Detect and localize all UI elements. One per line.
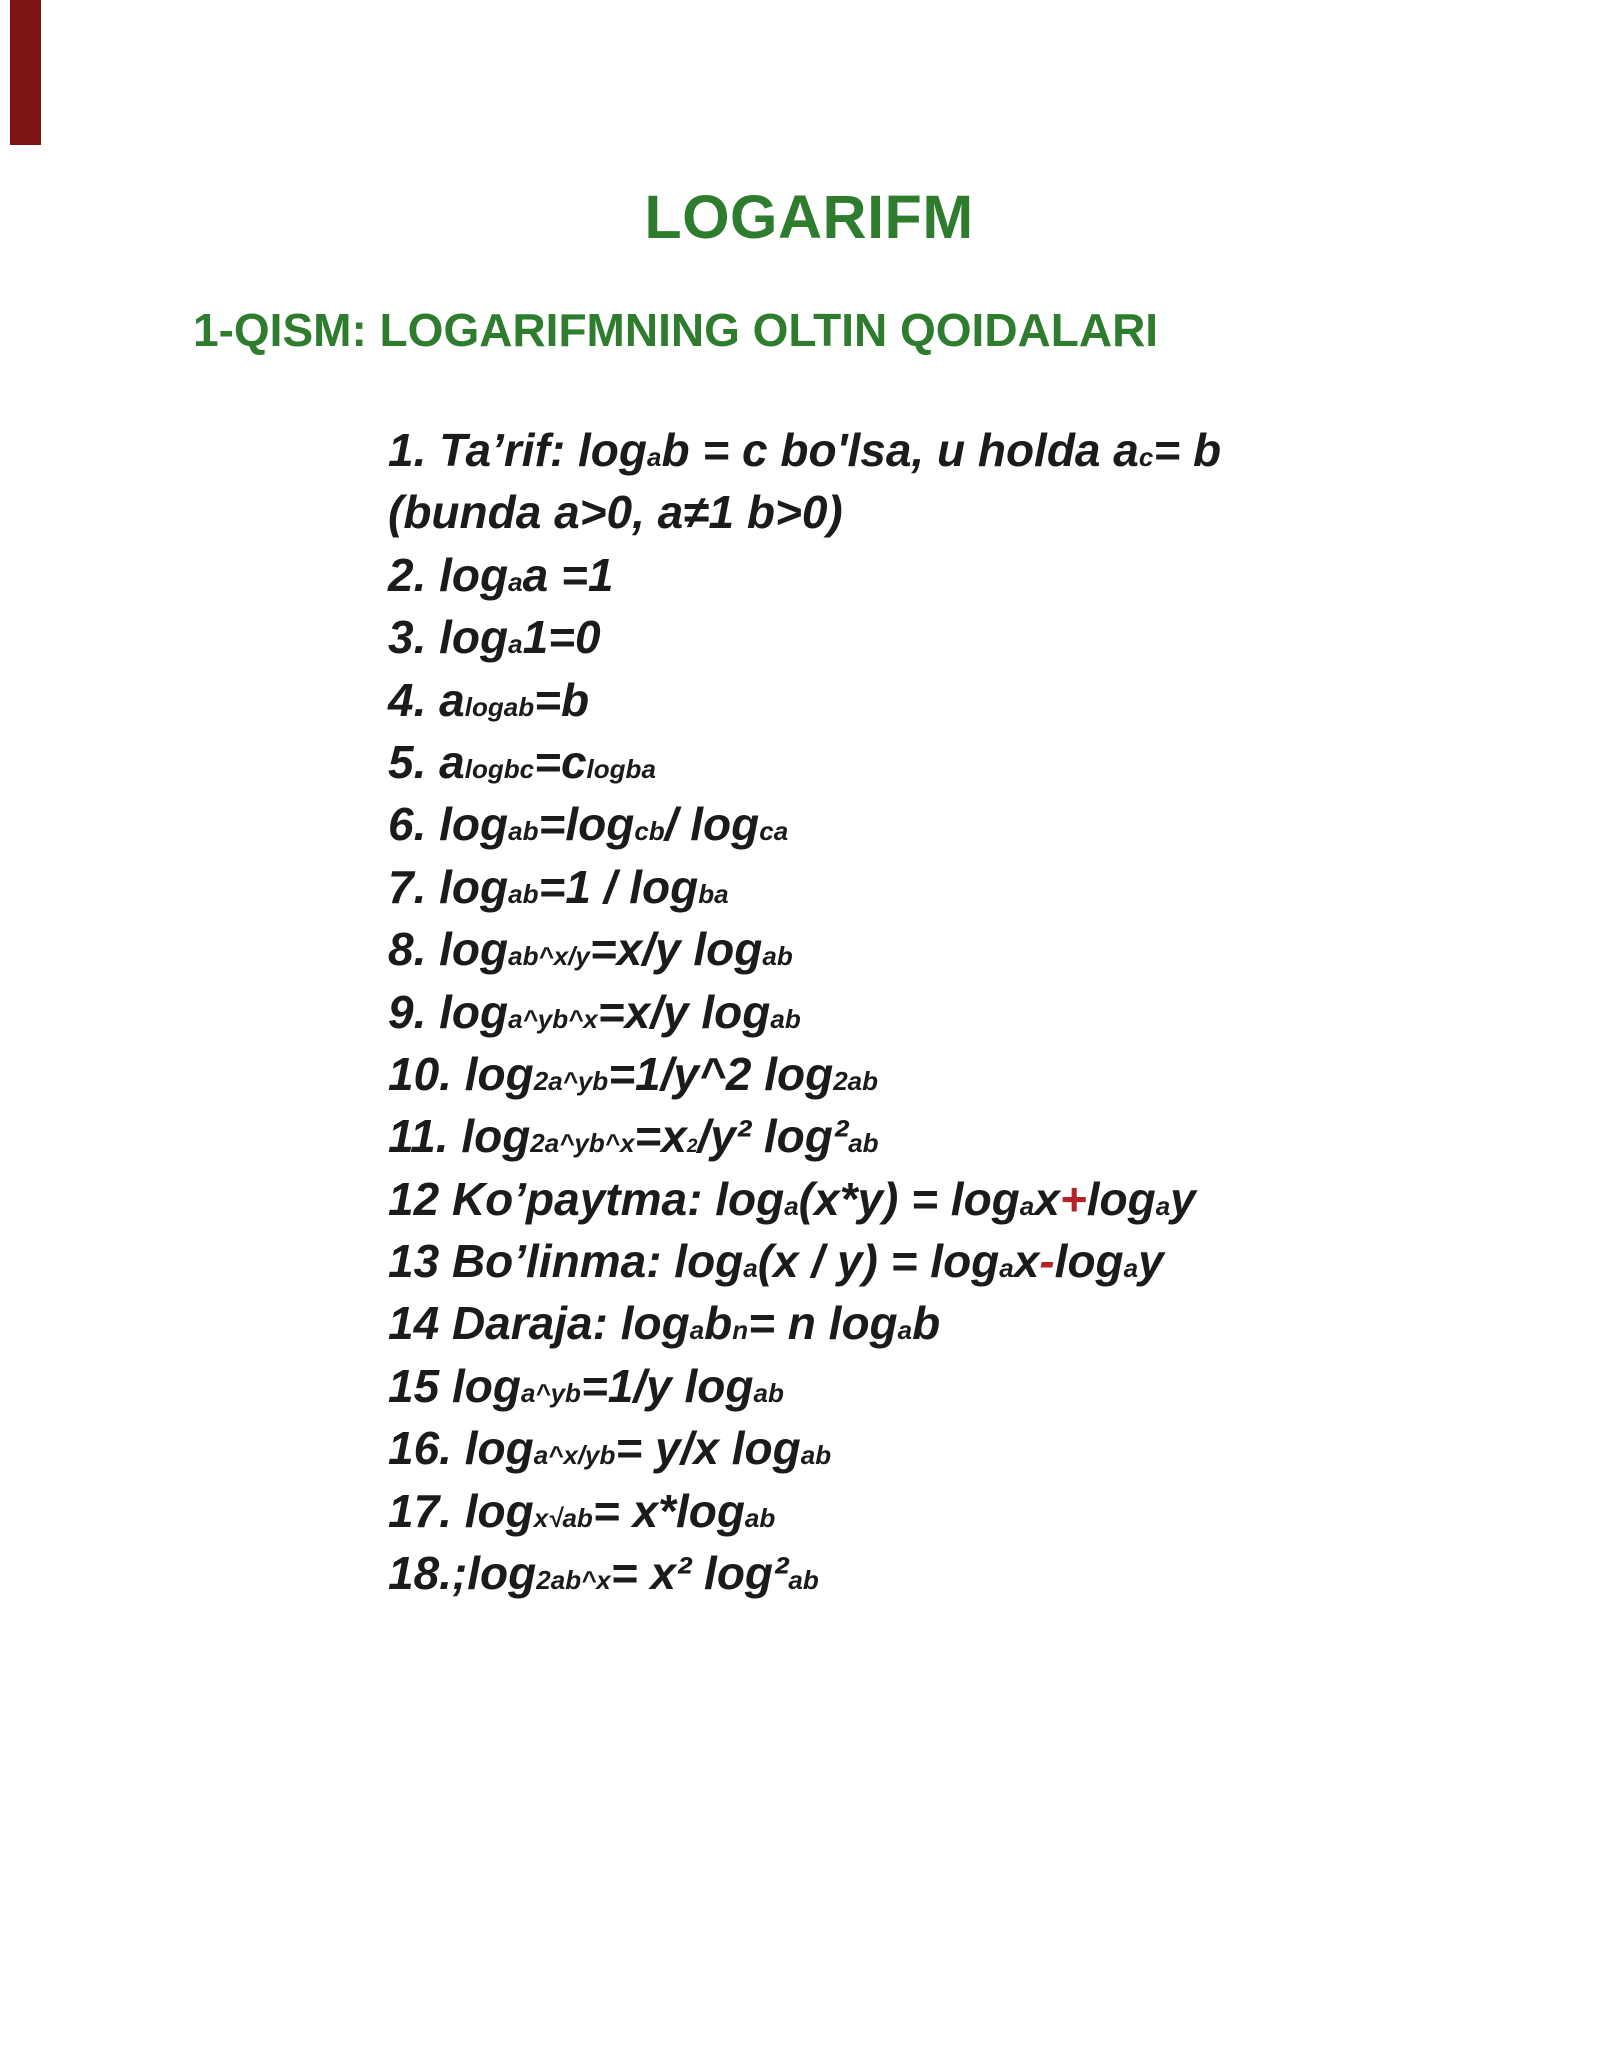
formula-segment: 2 bbox=[533, 1065, 549, 1096]
formula-segment: b bbox=[815, 1440, 832, 1471]
formula-segment: a bbox=[508, 629, 523, 660]
formula-segment: 14 Daraja: log bbox=[388, 1297, 690, 1350]
formula-row bbox=[388, 1355, 1221, 1417]
formula-segment: / log bbox=[664, 798, 760, 851]
formula-row bbox=[388, 1168, 1221, 1230]
formula-row bbox=[388, 1230, 1221, 1292]
formula-segment: b bbox=[862, 1065, 879, 1096]
formula-row bbox=[388, 1292, 1221, 1354]
formula-segment: 17. log bbox=[388, 1484, 534, 1537]
formula-segment: =x/y log bbox=[597, 985, 771, 1038]
formula-segment: a bbox=[1155, 1190, 1171, 1221]
formula-segment: = n log bbox=[748, 1297, 898, 1350]
formula-segment: 2. log bbox=[388, 548, 509, 601]
formula-segment: b bbox=[767, 1377, 784, 1408]
formula-segment: a bbox=[999, 1253, 1014, 1284]
formula-segment: b bbox=[522, 878, 539, 909]
formula-segment: 4. a bbox=[388, 673, 465, 726]
formula-segment: =c bbox=[534, 735, 587, 788]
formula-segment: a bbox=[1123, 1253, 1139, 1284]
formula-segment: b bbox=[565, 1377, 581, 1408]
formula-segment: a bbox=[641, 753, 656, 784]
formula-segment: a bbox=[847, 1065, 863, 1096]
formula-segment: a bbox=[503, 691, 519, 722]
formula-segment: a bbox=[800, 1440, 816, 1471]
formula-segment: a bbox=[788, 1565, 803, 1596]
formula-row bbox=[388, 1043, 1221, 1105]
formula-segment: a bbox=[689, 1315, 705, 1346]
formula-segment: =b bbox=[534, 673, 590, 726]
formula-segment: a bbox=[508, 878, 523, 909]
formula-row bbox=[388, 1542, 1221, 1604]
formula-segment: b^x bbox=[565, 1565, 611, 1596]
formula-segment: a bbox=[762, 941, 777, 972]
formula-segment: (x*y) = log bbox=[798, 1172, 1020, 1225]
formula-segment: a^y bbox=[544, 1128, 589, 1159]
formula-segment: a bbox=[508, 816, 523, 847]
formula-segment: c bbox=[519, 753, 535, 784]
formula-segment: = x*log bbox=[592, 1484, 745, 1537]
formula-segment: b bbox=[802, 1565, 819, 1596]
formula-segment: 18.;log bbox=[388, 1547, 537, 1600]
red-operator: + bbox=[1059, 1172, 1087, 1225]
formula-segment: b bbox=[518, 691, 535, 722]
formula-segment: 7. log bbox=[388, 860, 509, 913]
formula-segment: 2 bbox=[833, 1065, 848, 1096]
formula-segment: b^x bbox=[588, 1128, 635, 1159]
formula-list bbox=[388, 419, 1221, 1604]
formula-segment: = b bbox=[1153, 424, 1222, 476]
formula-segment: x bbox=[1034, 1172, 1060, 1225]
formula-segment: (x / y) = log bbox=[757, 1235, 1000, 1288]
formula-segment: n bbox=[732, 1315, 749, 1346]
red-bookmark-bar bbox=[10, 0, 41, 145]
formula-segment: a bbox=[743, 1253, 758, 1284]
formula-segment: c bbox=[1138, 442, 1154, 472]
formula-segment: c bbox=[759, 816, 774, 847]
formula-segment: b = c bo'lsa, u holda a bbox=[661, 424, 1139, 476]
formula-segment: /y² log² bbox=[697, 1110, 849, 1163]
formula-row bbox=[388, 1417, 1221, 1479]
formula-segment: a bbox=[508, 566, 523, 597]
formula-segment: a bbox=[646, 442, 662, 472]
formula-segment: b bbox=[599, 1440, 616, 1471]
formula-row bbox=[388, 793, 1221, 855]
formula-row bbox=[388, 731, 1221, 793]
formula-segment: b bbox=[912, 1297, 941, 1350]
page-title: LOGARIFM bbox=[644, 183, 974, 251]
formula-segment: b bbox=[576, 1502, 593, 1533]
formula-segment: 1. Ta’rif: log bbox=[388, 424, 647, 476]
formula-row bbox=[388, 544, 1221, 606]
formula-segment: a bbox=[744, 1502, 760, 1533]
formula-segment: =log bbox=[538, 798, 635, 851]
formula-segment: a bbox=[784, 1190, 799, 1221]
formula-segment: a bbox=[714, 878, 729, 909]
formula-segment: a^y bbox=[508, 1003, 553, 1034]
formula-row bbox=[388, 419, 1221, 481]
formula-segment: b bbox=[698, 878, 715, 909]
formula-segment: a bbox=[550, 1565, 566, 1596]
formula-segment: 6. log bbox=[388, 798, 509, 851]
formula-segment: b bbox=[592, 1065, 609, 1096]
formula-segment: a bbox=[1019, 1190, 1035, 1221]
formula-segment: x√a bbox=[533, 1502, 577, 1533]
formula-row bbox=[388, 1480, 1221, 1542]
formula-segment: log bbox=[464, 753, 504, 784]
formula-segment: a^x/y bbox=[533, 1440, 600, 1471]
formula-segment: 8. log bbox=[388, 923, 509, 976]
formula-segment: a bbox=[508, 941, 523, 972]
formula-segment: x bbox=[1013, 1235, 1040, 1288]
formula-segment: b^x bbox=[552, 1003, 598, 1034]
formula-row bbox=[388, 981, 1221, 1043]
formula-segment: a =1 bbox=[522, 548, 614, 601]
formula-segment: 3. log bbox=[388, 611, 509, 664]
formula-segment: 9. log bbox=[388, 985, 509, 1038]
red-operator: - bbox=[1039, 1235, 1055, 1288]
formula-segment: =1/y^2 log bbox=[608, 1047, 834, 1100]
formula-segment: 10. log bbox=[388, 1047, 534, 1100]
formula-segment: b bbox=[784, 1003, 801, 1034]
formula-segment: =1 / log bbox=[538, 860, 699, 913]
formula-segment: =x bbox=[634, 1110, 687, 1163]
formula-segment: 2 bbox=[530, 1128, 545, 1159]
formula-segment: 13 Bo’linma: log bbox=[388, 1235, 744, 1288]
formula-segment: b bbox=[648, 816, 665, 847]
formula-segment: = y/x log bbox=[615, 1422, 801, 1475]
formula-row bbox=[388, 856, 1221, 918]
formula-segment: a^y bbox=[548, 1065, 593, 1096]
formula-row bbox=[388, 606, 1221, 668]
formula-segment: b bbox=[503, 753, 520, 784]
formula-row bbox=[388, 669, 1221, 731]
formula-row bbox=[388, 1105, 1221, 1167]
formula-segment: a bbox=[848, 1128, 863, 1159]
formula-segment: =x/y log bbox=[589, 923, 763, 976]
formula-segment: 2 bbox=[686, 1136, 698, 1158]
formula-segment: b bbox=[776, 941, 793, 972]
formula-row bbox=[388, 918, 1221, 980]
formula-segment: 5. a bbox=[388, 735, 465, 788]
formula-row bbox=[388, 481, 1221, 543]
formula-segment: a bbox=[897, 1315, 913, 1346]
formula-segment: (bunda a>0, a≠1 b>0) bbox=[388, 486, 843, 539]
formula-segment: =1/y log bbox=[580, 1359, 754, 1412]
formula-segment: b bbox=[862, 1128, 879, 1159]
formula-segment: a bbox=[773, 816, 789, 847]
formula-segment: a bbox=[753, 1377, 768, 1408]
formula-segment: b bbox=[759, 1502, 776, 1533]
formula-segment: log bbox=[1086, 1172, 1156, 1225]
formula-segment: log bbox=[464, 691, 504, 722]
section-heading: 1-QISM: LOGARIFMNING OLTIN QOIDALARI bbox=[193, 304, 1159, 356]
formula-segment: b^x/y bbox=[522, 941, 590, 972]
formula-segment: 15 log bbox=[388, 1359, 521, 1412]
formula-segment: b bbox=[522, 816, 539, 847]
formula-segment: 2 bbox=[536, 1565, 551, 1596]
formula-segment: 16. log bbox=[388, 1422, 534, 1475]
formula-segment: b bbox=[625, 753, 642, 784]
formula-segment: y bbox=[1170, 1172, 1196, 1225]
formula-segment: c bbox=[634, 816, 649, 847]
formula-segment: a^y bbox=[520, 1377, 566, 1408]
formula-segment: = x² log² bbox=[610, 1547, 789, 1600]
formula-segment: a bbox=[770, 1003, 785, 1034]
formula-segment: b bbox=[704, 1297, 733, 1350]
formula-segment: log bbox=[586, 753, 626, 784]
formula-segment: 1=0 bbox=[522, 611, 601, 664]
formula-segment: log bbox=[1054, 1235, 1124, 1288]
formula-segment: 11. log bbox=[388, 1110, 531, 1163]
formula-segment: y bbox=[1138, 1235, 1164, 1288]
formula-segment: 12 Ko’paytma: log bbox=[388, 1172, 785, 1225]
